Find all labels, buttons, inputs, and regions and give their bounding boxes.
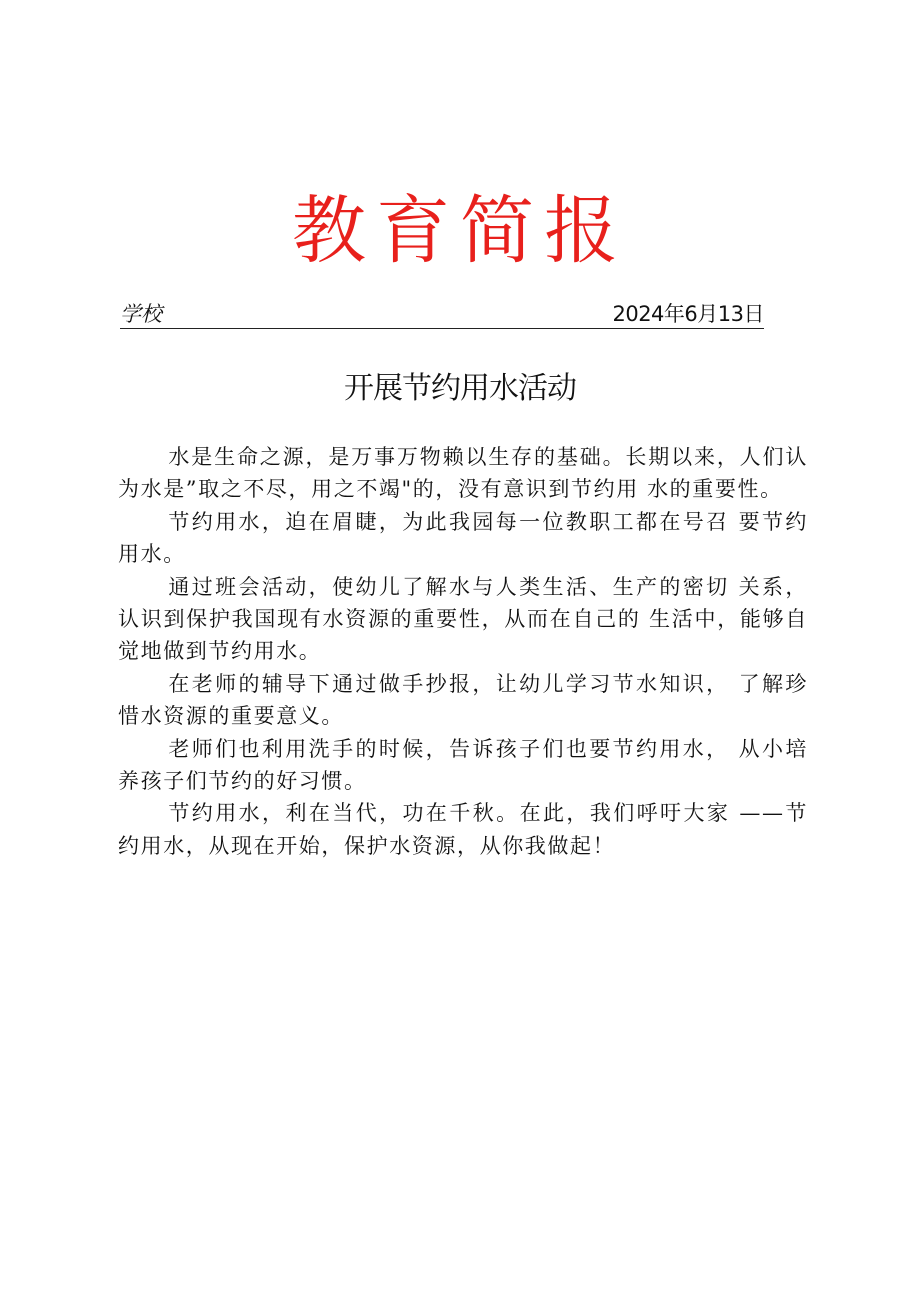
article-body [118, 441, 808, 862]
paragraph: 节约用水，利在当代，功在千秋。在此，我们呼吁大家 ——节约用水，从现在开始，保护水资源，从你我做起！ [118, 801, 808, 858]
school-label: 学校 [120, 302, 162, 326]
paragraph: 通过班会活动，使幼儿了解水与人类生活、生产的密切 关系，认识到保护我国现有水资源的重要性，从而在自己的 生活中，能够自觉地做到节约用水。 [118, 574, 808, 664]
article-title: 开展节约用水活动 [344, 371, 576, 406]
paragraph: 水是生命之源，是万事万物赖以生存的基础。长期以来，人们认为水是”取之不尽，用之不竭"的，没有意识到节约用 水的重要性。 [118, 445, 808, 502]
paragraph: 在老师的辅导下通过做手抄报，让幼儿学习节水知识， 了解珍惜水资源的重要意义。 [118, 671, 808, 729]
masthead-title: 教育简报 [292, 188, 628, 274]
meta-row [120, 300, 764, 329]
issue-date: 2024年6月13日 [612, 302, 764, 326]
paragraph: 节约用水，迫在眉睫，为此我园每一位教职工都在号召 要节约用水。 [118, 509, 808, 567]
paragraph: 老师们也利用洗手的时候，告诉孩子们也要节约用水， 从小培养孩子们节约的好习惯。 [118, 736, 808, 794]
